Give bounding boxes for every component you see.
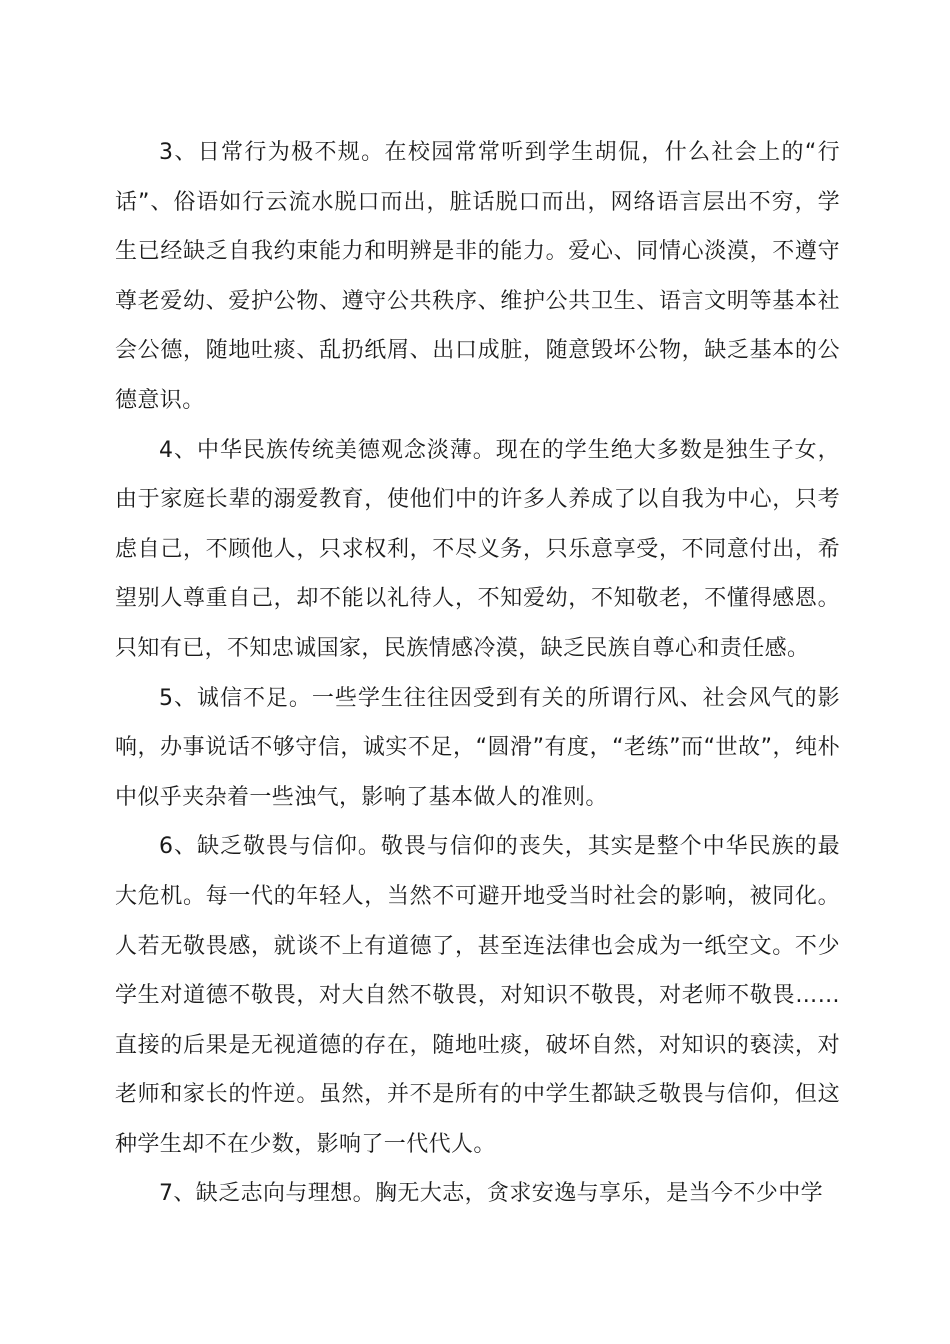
paragraph-item-5: 5、诚信不足。一些学生往往因受到有关的所谓行风、社会风气的影响，办事说话不够守信，诚实不足，“圆滑”有度，“老练”而“世故”，纯朴中似乎夹杂着一些浊气，影响了基本做人的准则。	[115, 685, 840, 810]
body-text	[115, 128, 840, 1219]
paragraph-item-7: 7、缺乏志向与理想。胸无大志，贪求安逸与享乐，是当今不少中学	[159, 1181, 823, 1207]
paragraph-item-4: 4、中华民族传统美德观念淡薄。现在的学生绝大多数是独生子女，由于家庭长辈的溺爱教育，使他们中的许多人养成了以自我为中心，只考虑自己，不顾他人，只求权利，不尽义务，只乐意享受，不同意付出，希望别人尊重自己，却不能以礼待人，不知爱幼，不知敬老，不懂得感恩。只知有已，不知忠诚国家，民族情感冷漠，缺乏民族自尊心和责任感。	[115, 437, 840, 661]
paragraph-item-3: 3、日常行为极不规。在校园常常听到学生胡侃，什么社会上的“行话”、俗语如行云流水脱口而出，脏话脱口而出，网络语言层出不穷，学生已经缺乏自我约束能力和明辨是非的能力。爱心、同情心淡漠，不遵守尊老爱幼、爱护公物、遵守公共秩序、维护公共卫生、语言文明等基本社会公德，随地吐痰、乱扔纸屑、出口成脏，随意毁坏公物，缺乏基本的公德意识。	[115, 140, 840, 413]
paragraph-item-6: 6、缺乏敬畏与信仰。敬畏与信仰的丧失，其实是整个中华民族的最大危机。每一代的年轻人，当然不可避开地受当时社会的影响，被同化。人若无敬畏感，就谈不上有道德了，甚至连法律也会成为一纸空文。不少学生对道德不敬畏，对大自然不敬畏，对知识不敬畏，对老师不敬畏……直接的后果是无视道德的存在，随地吐痰，破坏自然，对知识的亵渎，对老师和家长的忤逆。虽然，并不是所有的中学生都缺乏敬畏与信仰，但这种学生却不在少数，影响了一代代人。	[115, 834, 840, 1157]
